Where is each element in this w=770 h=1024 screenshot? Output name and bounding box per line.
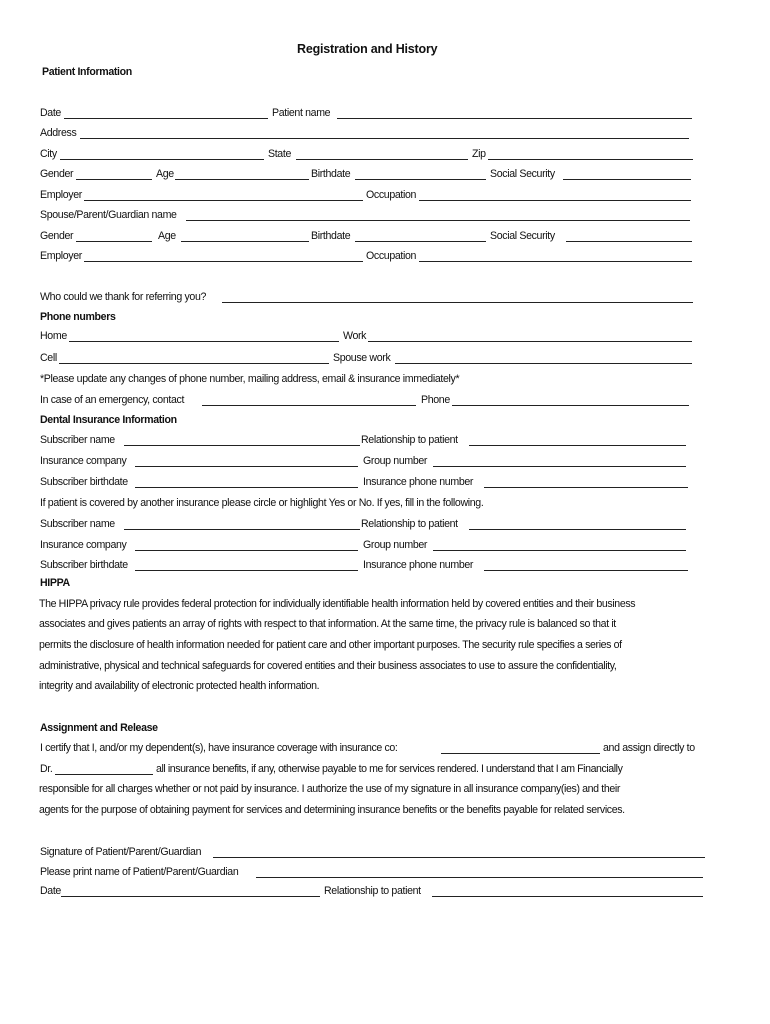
- update-note: *Please update any changes of phone number, mailing address, email & insurance immediately*: [40, 373, 460, 385]
- assignment-line-1a: I certify that I, and/or my dependent(s), have insurance coverage with insurance co:: [40, 742, 398, 754]
- assignment-line-1b: and assign directly to: [603, 742, 695, 754]
- referral-field[interactable]: [222, 302, 693, 303]
- employer-label: Employer: [40, 189, 82, 201]
- birthdate-label: Birthdate: [311, 168, 351, 180]
- hippa-paragraph-line: The HIPPA privacy rule provides federal protection for individually identifiable health information held by covered entities and their business: [39, 598, 636, 610]
- age-label: Age: [156, 168, 174, 180]
- subscriber-birthdate-label: Subscriber birthdate: [40, 476, 128, 488]
- signature-label: Signature of Patient/Parent/Guardian: [40, 846, 202, 858]
- hippa-paragraph-line: permits the disclosure of health information needed for patient care and other important purposes. The security rule specifies a series of: [39, 639, 622, 651]
- city-field[interactable]: [60, 159, 264, 160]
- assignment-line-2a: Dr.: [40, 763, 53, 775]
- hippa-paragraph-line: associates and gives patients an array of rights with respect to that information. At the same time, the privacy rule is balanced so that it: [39, 618, 616, 630]
- relationship-field-2[interactable]: [469, 529, 686, 530]
- hippa-paragraph-line: integrity and availability of electronic protected health information.: [39, 680, 320, 692]
- cell-phone-label: Cell: [40, 352, 57, 364]
- zip-field[interactable]: [488, 159, 693, 160]
- spouse-parent-guardian-field[interactable]: [186, 220, 690, 221]
- address-field[interactable]: [80, 138, 689, 139]
- insurance-company-field-2[interactable]: [135, 550, 358, 551]
- final-relationship-label: Relationship to patient: [324, 885, 421, 897]
- age-field[interactable]: [175, 179, 309, 180]
- final-date-label: Date: [40, 885, 61, 897]
- assignment-line-4: agents for the purpose of obtaining payment for services and determining insurance benefits or the benefits payable for related services.: [39, 804, 625, 816]
- relationship-label-2: Relationship to patient: [361, 518, 458, 530]
- relationship-field[interactable]: [469, 445, 686, 446]
- gender-field[interactable]: [76, 179, 152, 180]
- hippa-heading: HIPPA: [40, 577, 70, 589]
- age-field-2[interactable]: [181, 241, 309, 242]
- subscriber-name-field[interactable]: [124, 445, 360, 446]
- assignment-release-heading: Assignment and Release: [40, 722, 158, 734]
- patient-information-heading: Patient Information: [42, 66, 132, 78]
- birthdate-field[interactable]: [355, 179, 486, 180]
- social-security-label: Social Security: [490, 168, 555, 180]
- work-phone-label: Work: [343, 330, 367, 342]
- zip-label: Zip: [472, 148, 486, 160]
- form-title: Registration and History: [297, 42, 438, 56]
- social-security-field-2[interactable]: [566, 241, 692, 242]
- employer-label-2: Employer: [40, 250, 82, 262]
- state-label: State: [268, 148, 291, 160]
- print-name-field[interactable]: [256, 877, 703, 878]
- subscriber-name-field-2[interactable]: [124, 529, 360, 530]
- patient-name-field[interactable]: [337, 118, 692, 119]
- gender-label-2: Gender: [40, 230, 74, 242]
- date-label: Date: [40, 107, 61, 119]
- emergency-phone-field[interactable]: [452, 405, 689, 406]
- hippa-paragraph-line: administrative, physical and technical safeguards for covered entities and their business associates to use to assure the confidentiality,: [39, 660, 617, 672]
- occupation-label-2: Occupation: [366, 250, 417, 262]
- subscriber-birthdate-field-2[interactable]: [135, 570, 358, 571]
- assignment-line-3: responsible for all charges whether or not paid by insurance. I authorize the use of my signature in all insurance company(ies) and their: [39, 783, 620, 795]
- date-field[interactable]: [64, 118, 268, 119]
- cell-phone-field[interactable]: [59, 363, 329, 364]
- doctor-name-field[interactable]: [55, 774, 153, 775]
- spouse-parent-guardian-label: Spouse/Parent/Guardian name: [40, 209, 177, 221]
- insurance-company-field[interactable]: [135, 466, 358, 467]
- subscriber-name-label: Subscriber name: [40, 434, 115, 446]
- gender-label: Gender: [40, 168, 74, 180]
- birthdate-label-2: Birthdate: [311, 230, 351, 242]
- social-security-field[interactable]: [563, 179, 691, 180]
- state-field[interactable]: [296, 159, 468, 160]
- address-label: Address: [40, 127, 77, 139]
- birthdate-field-2[interactable]: [355, 241, 486, 242]
- work-phone-field[interactable]: [368, 341, 692, 342]
- group-number-label-2: Group number: [363, 539, 428, 551]
- home-phone-field[interactable]: [69, 341, 339, 342]
- city-label: City: [40, 148, 57, 160]
- emergency-contact-field[interactable]: [202, 405, 416, 406]
- insurance-company-label-2: Insurance company: [40, 539, 127, 551]
- final-relationship-field[interactable]: [432, 896, 703, 897]
- group-number-field-2[interactable]: [433, 550, 686, 551]
- insurance-phone-field-2[interactable]: [484, 570, 688, 571]
- social-security-label-2: Social Security: [490, 230, 555, 242]
- age-label-2: Age: [158, 230, 176, 242]
- group-number-label: Group number: [363, 455, 428, 467]
- emergency-phone-label: Phone: [421, 394, 450, 406]
- subscriber-birthdate-field[interactable]: [135, 487, 358, 488]
- subscriber-birthdate-label-2: Subscriber birthdate: [40, 559, 128, 571]
- insurance-phone-label-2: Insurance phone number: [363, 559, 474, 571]
- secondary-insurance-note: If patient is covered by another insurance please circle or highlight Yes or No. If yes, fill in the following.: [40, 497, 484, 509]
- referral-label: Who could we thank for referring you?: [40, 291, 207, 303]
- insurance-company-label: Insurance company: [40, 455, 127, 467]
- print-name-label: Please print name of Patient/Parent/Guardian: [40, 866, 239, 878]
- group-number-field[interactable]: [433, 466, 686, 467]
- assignment-line-2b: all insurance benefits, if any, otherwise payable to me for services rendered. I understand that I am Financially: [156, 763, 623, 775]
- final-date-field[interactable]: [61, 896, 320, 897]
- spouse-work-label: Spouse work: [333, 352, 391, 364]
- insurance-phone-label: Insurance phone number: [363, 476, 474, 488]
- dental-insurance-heading: Dental Insurance Information: [40, 414, 177, 426]
- occupation-field[interactable]: [419, 200, 691, 201]
- employer-field-2[interactable]: [84, 261, 363, 262]
- subscriber-name-label-2: Subscriber name: [40, 518, 115, 530]
- home-phone-label: Home: [40, 330, 67, 342]
- occupation-label: Occupation: [366, 189, 417, 201]
- patient-name-label: Patient name: [272, 107, 331, 119]
- relationship-label: Relationship to patient: [361, 434, 458, 446]
- gender-field-2[interactable]: [76, 241, 152, 242]
- insurance-co-field[interactable]: [441, 753, 600, 754]
- spouse-work-field[interactable]: [395, 363, 692, 364]
- phone-numbers-heading: Phone numbers: [40, 311, 116, 323]
- insurance-phone-field[interactable]: [484, 487, 688, 488]
- emergency-contact-label: In case of an emergency, contact: [40, 394, 185, 406]
- employer-field[interactable]: [84, 200, 363, 201]
- occupation-field-2[interactable]: [419, 261, 692, 262]
- signature-field[interactable]: [213, 857, 705, 858]
